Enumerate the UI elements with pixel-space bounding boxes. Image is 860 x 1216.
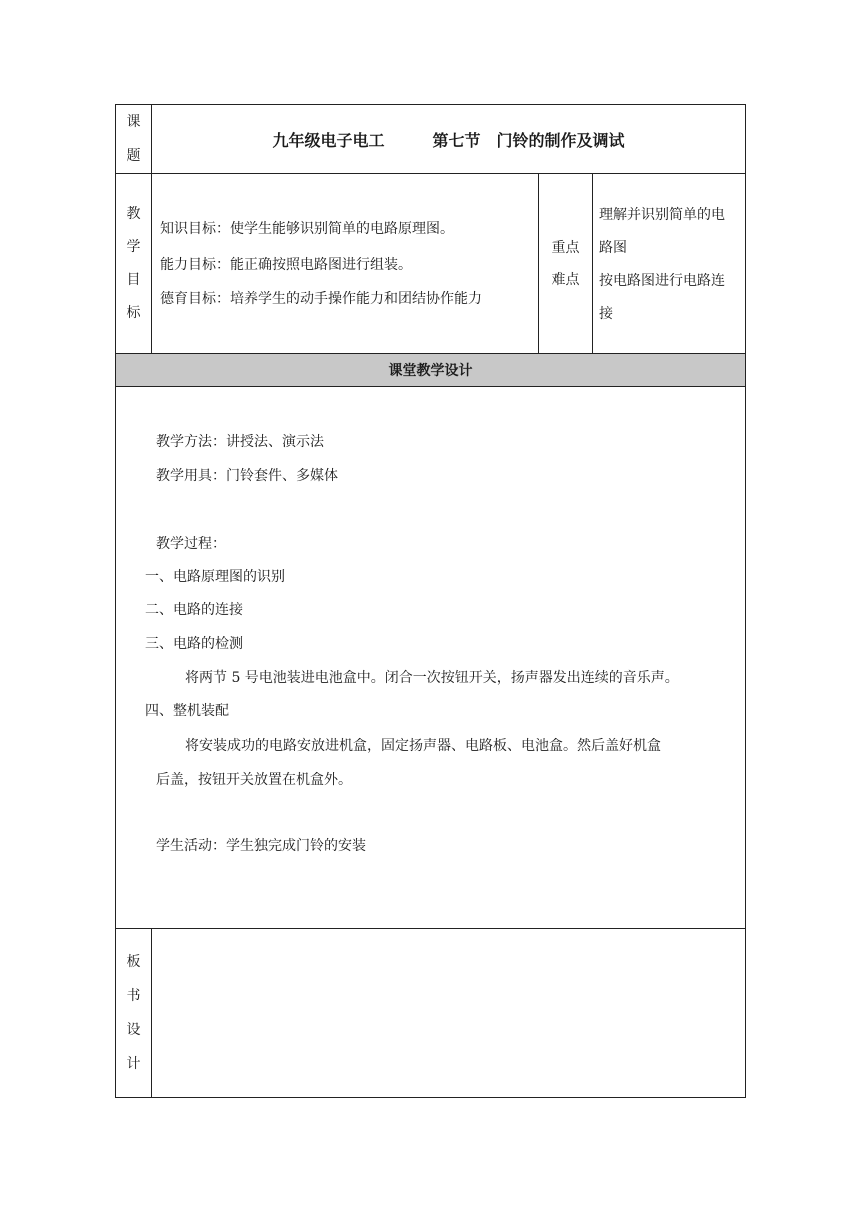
- board-label-char: 板: [126, 954, 141, 970]
- key-points-label: [539, 174, 592, 353]
- goals-label-char: 教: [126, 205, 141, 222]
- step-1: 一、电路原理图的识别: [145, 569, 285, 585]
- topic-label: [116, 105, 151, 173]
- step-4-text-line-2: 后盖，按钮开关放置在机盒外。: [156, 772, 352, 788]
- board-design-content: [152, 929, 745, 1097]
- key-label: 重点: [551, 239, 580, 256]
- student-activity: 学生活动：学生独完成门铃的安装: [156, 838, 366, 854]
- key-point-line: 按电路图进行电路连: [599, 273, 725, 289]
- step-3: 三、电路的检测: [145, 636, 243, 652]
- teaching-design-body: [116, 387, 745, 928]
- key-point-line: 理解并识别简单的电: [599, 207, 725, 223]
- step-4-text-line-1: 将安装成功的电路安放进机盒，固定扬声器、电路板、电池盒。然后盖好机盒: [185, 738, 661, 754]
- goals-label-char: 目: [126, 271, 141, 288]
- step-2: 二、电路的连接: [145, 602, 243, 618]
- process-title: 教学过程：: [156, 536, 226, 552]
- board-label-char: 设: [126, 1022, 141, 1038]
- difficulty-label: 难点: [551, 271, 580, 288]
- teaching-method: 教学方法：讲授法、演示法: [156, 434, 324, 450]
- lesson-plan-table: [115, 104, 746, 1098]
- topic-label-char: 课: [126, 114, 141, 130]
- board-label-char: 书: [126, 988, 141, 1004]
- step-4: 四、整机装配: [145, 703, 229, 719]
- ability-goal: 能力目标：能正确按照电路图进行组装。: [160, 257, 412, 273]
- goals-label: [116, 174, 151, 353]
- moral-goal: 德育目标：培养学生的动手操作能力和团结协作能力: [160, 291, 482, 307]
- board-label-char: 计: [126, 1056, 141, 1072]
- key-points-text: [593, 174, 745, 353]
- lesson-title: 九年级电子电工 第七节 门铃的制作及调试: [272, 130, 625, 150]
- goals-label-char: 学: [126, 238, 141, 255]
- goals-label-char: 标: [126, 304, 141, 321]
- classroom-design-banner: 课堂教学设计: [116, 354, 745, 386]
- goals-list: [152, 174, 538, 353]
- teaching-tools: 教学用具：门铃套件、多媒体: [156, 468, 338, 484]
- topic-label-char: 题: [126, 148, 141, 164]
- step-3-text: 将两节 5 号电池装进电池盒中。闭合一次按钮开关，扬声器发出连续的音乐声。: [185, 670, 679, 686]
- knowledge-goal: 知识目标：使学生能够识别简单的电路原理图。: [160, 221, 454, 237]
- key-point-line: 接: [599, 306, 613, 322]
- key-point-line: 路图: [599, 240, 627, 256]
- board-design-label: [116, 929, 151, 1097]
